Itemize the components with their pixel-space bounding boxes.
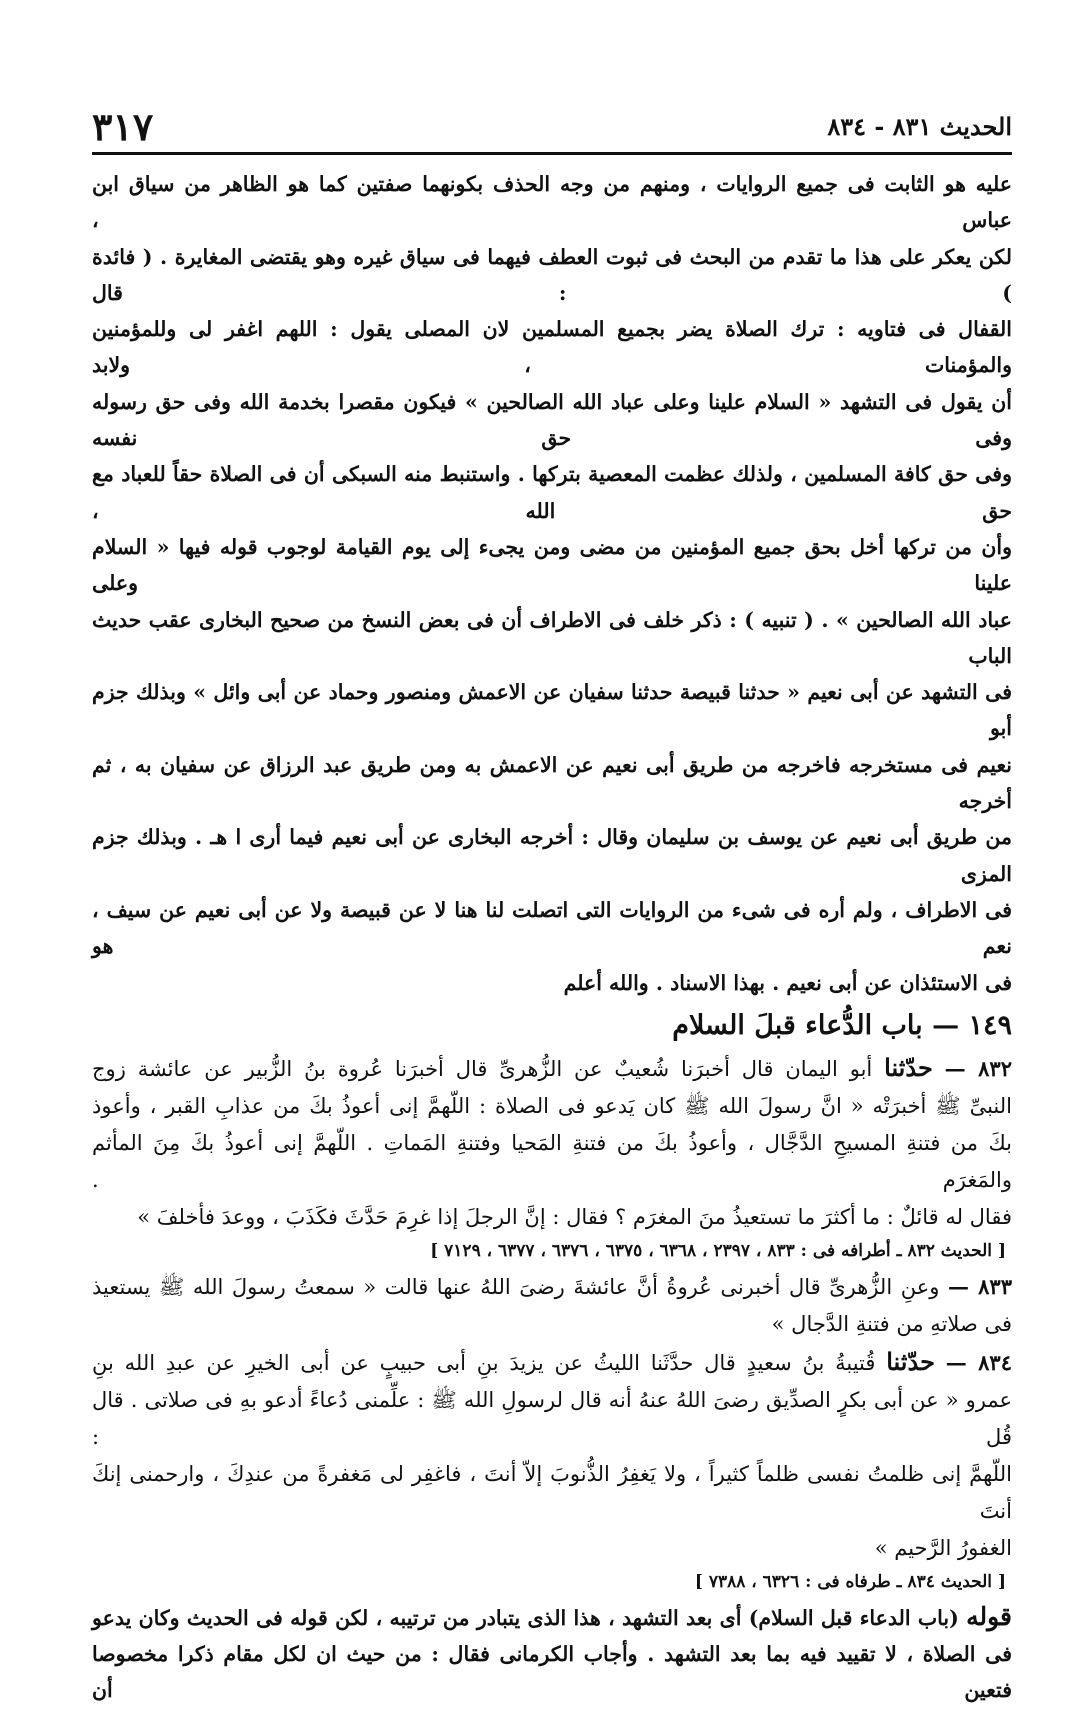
hadith-832 [92,1049,1012,1236]
hadith-833 [92,1268,1012,1343]
hadith-834 [92,1343,1012,1567]
hadith-line: فقال له قائلٌ : ما أكثرَ ما تستعيذُ منَ المغرَم ؟ فقال : إنَّ الرجلَ إذا غرِمَ حَدَّثَ فكَذَبَ ، ووعدَ فأخلفَ » [137,1204,1012,1229]
page-header [92,104,1012,150]
commentary-line: فى التشهد عن أبى نعيم « حدثنا قبيصة حدثنا سفيان عن الاعمش ومنصور وحماد عن أبى وائل » وبذلك جزم أبو [92,680,1012,741]
tahdith-word: حدّثنا [886,1346,935,1376]
hadith-line: اللّهمَّ إنى ظلمتُ نفسى ظلماً كثيراً ، ولا يَغفِرُ الذُّنوبَ إلاّ أنتَ ، فاغفِر لى مَغفرةً من عندِكَ ، وارحمنى إنكَ أنتَ [92,1461,1012,1523]
commentary-line: نعيم فى مستخرجه فاخرجه من طريق أبى نعيم عن الاعمش به ومن طريق عبد الرزاق عن سفيان به ، ثم أخرجه [92,752,1012,814]
hadith-line: وعنِ الزُّهرىِّ قال أخبرنى عُروةُ أنَّ عائشةَ رضىَ اللهُ عنها قالت « سمعتُ رسولَ الله ﷺ يستعيذ [92,1274,940,1299]
hadith-line: بكَ من فتنةِ المسيحِ الدَّجَّال ، وأعوذُ بكَ من فتنةِ المَحيا وفتنةِ المَماتِ . اللّهمَّ إنى أعوذُ بكَ مِنَ المأثم والمَغرَم . [92,1130,1012,1192]
page-body [92,166,1012,1709]
commentary-line: فى الصلاة ، لا تقييد فيه بما بعد التشهد . وأجاب الكرمانى فقال : من حيث ان لكل مقام ذكرا مخصوصا فتعين أن [92,1642,1012,1703]
commentary-line: من طريق أبى نعيم عن يوسف بن سليمان وقال : أخرجه البخارى عن أبى نعيم فيما أرى ا هـ . وبذلك جزم المزى [92,825,1012,886]
hadith-number: ٨٣٢ — [944,1055,1012,1081]
commentary-line: (باب الدعاء قبل السلام) أى بعد التشهد ، هذا الذى يتبادر من ترتيبه ، لكن قوله فى الحديث وكان يدعو [92,1605,959,1630]
commentary-bottom [92,1599,1012,1709]
hadith-number: ٨٣٣ — [947,1273,1012,1299]
hadith-line: النبىِّ ﷺ أخبرَتْه « انَّ رسولَ الله ﷺ كان يَدعو فى الصلاة : اللّهمَّ إنى أعوذُ بكَ من عذابِ القبر ، وأعوذ [92,1093,1012,1118]
commentary-top [92,166,1012,1001]
commentary-line: القفال فى فتاويه : ترك الصلاة يضر بجميع المسلمين لان المصلى يقول : اللهم اغفر لى وللمؤمنين والمؤمنات ، ولابد [92,317,1012,378]
hadith-line: أبو اليمان قال أخبرَنا شُعيبٌ عن الزُّهرىِّ قال أخبرَنا عُروة بنُ الزُّبير عن عائشة زوج [92,1056,873,1081]
hadith-line: الغفورُ الرَّحيم » [874,1535,1012,1560]
commentary-line: فى الاستئذان عن أبى نعيم . بهذا الاسناد . والله أعلم [563,970,1012,995]
commentary-line: وأن من تركها أخل بحق جميع المؤمنين من مضى ومن يجىء إلى يوم القيامة لوجوب قوله فيها « السلام علينا وعلى [92,534,1012,596]
running-title: الحديث ٨٣١ - ٨٣٤ [827,112,1012,141]
commentary-line: أن يقول فى التشهد « السلام علينا وعلى عباد الله الصالحين » فيكون مقصرا بخدمة الله وفى حق رسوله وفى حق نفسه [92,389,1012,451]
commentary-line: عباد الله الصالحين » . ( تنبيه ) : ذكر خلف فى الاطراف أن فى بعض النسخ من صحيح البخارى عقب حديث الباب [92,607,1012,668]
commentary-line: فى الاطراف ، ولم أره فى شىء من الروايات التى اتصلت لنا هنا لا عن قبيصة ولا عن أبى نعيم عن سيف ، نعم هو [92,897,1012,959]
commentary-line: وفى حق كافة المسلمين ، ولذلك عظمت المعصية بتركها . واستنبط منه السبكى أن فى الصلاة حقاً للعباد مع حق الله ، [92,462,1012,523]
hadith-line: عمرو « عن أبى بكرٍ الصدِّيق رضىَ اللهُ عنهُ أنه قال لرسولِ الله ﷺ : علِّمنى دُعاءً أدعو بهِ فى صلاتى . قال قُل : [92,1387,1012,1449]
commentary-line: لكن يعكر على هذا ما تقدم من البحث فى ثبوت العطف فيهما فى سياق غيره وهو يقتضى المغايرة . ( فائدة ) : قال [92,244,1012,305]
hadith-line: قُتيبةُ بنُ سعيدٍ قال حدَّثَنا الليثُ عن يزيدَ بنِ أبى حبيبٍ عن أبى الخيرِ عن عبدِ الله بنِ [92,1350,876,1375]
page-number: ٣١٧ [92,104,154,149]
chapter-heading: ١٤٩ — باب الدُّعاء قبلَ السلام [672,1009,1012,1041]
hadith-line: فى صلاتهِ من فتنةِ الدَّجال » [771,1311,1012,1336]
hadith-reference: [ الحديث ٨٣٤ ـ طرفاه فى : ٦٣٢٦ ، ٧٣٨٨ ] [694,1571,1006,1592]
tahdith-word: حدّثنا [884,1052,933,1082]
commentary-line: عليه هو الثابت فى جميع الروايات ، ومنهم من وجه الحذف بكونهما صفتين كما هو الظاهر من سياق ابن عباس ، [92,172,1012,233]
header-rule [92,152,1012,155]
hadith-reference: [ الحديث ٨٣٢ ـ أطرافه فى : ٨٣٣ ، ٢٣٩٧ ، ٦٣٦٨ ، ٦٣٧٥ ، ٦٣٧٦ ، ٦٣٧٧ ، ٧١٢٩ ] [430,1240,1006,1261]
qawluhu-marker: قوله [966,1601,1013,1631]
hadith-number: ٨٣٤ — [945,1349,1012,1375]
